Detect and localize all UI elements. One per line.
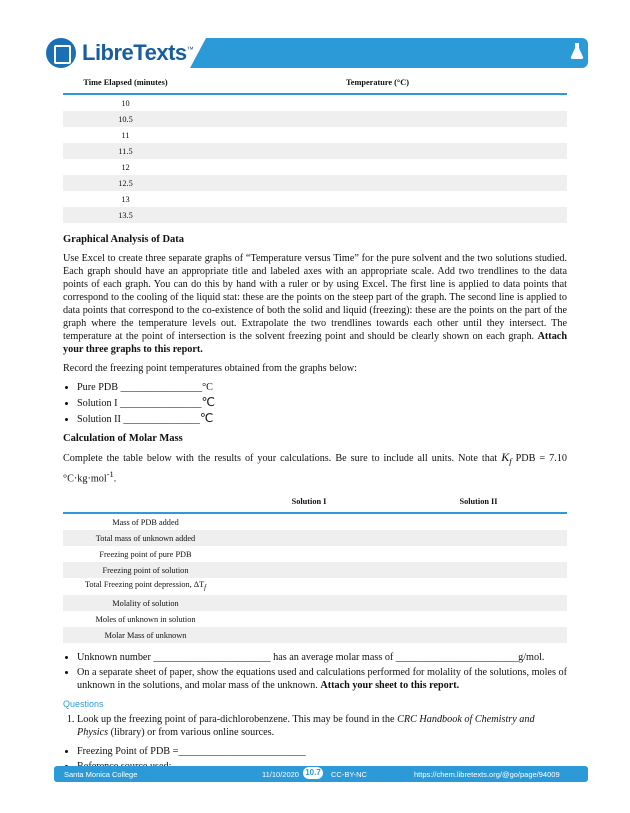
freezing-point-list xyxy=(63,381,567,426)
page-footer xyxy=(54,766,588,782)
kf-symbol: K xyxy=(501,450,510,464)
table-header: Time Elapsed (minutes) xyxy=(63,72,188,94)
row-label: Molar Mass of unknown xyxy=(63,627,228,643)
time-cell: 10.5 xyxy=(63,111,188,127)
logo-text: LibreTexts xyxy=(82,40,187,65)
row-label: Molality of solution xyxy=(63,595,228,611)
row-label: Freezing point of pure PDB xyxy=(99,549,192,559)
time-cell: 12 xyxy=(121,162,130,172)
page-number: 10.7 xyxy=(303,767,323,779)
record-instructions: Record the freezing point temperatures obtained from the graphs below: xyxy=(63,363,357,374)
graph-section-title: Graphical Analysis of Data xyxy=(63,234,185,245)
subject-banner xyxy=(190,38,588,68)
footer-license: CC-BY-NC xyxy=(331,770,367,779)
temp-cell xyxy=(188,175,567,191)
temp-cell xyxy=(188,191,567,207)
questions-list xyxy=(63,713,567,739)
temp-cell xyxy=(188,159,567,175)
time-cell: 11.5 xyxy=(63,143,188,159)
list-item: • Freezing Point of PDB =_________________________ xyxy=(77,745,567,758)
list-item: • Solution II _______________℃ xyxy=(77,412,567,426)
table-header xyxy=(63,491,228,513)
temp-cell xyxy=(188,207,567,223)
questions-label: Questions xyxy=(63,699,104,710)
footer-url[interactable]: https://chem.libretexts.org/@go/page/94009 xyxy=(414,770,560,779)
row-label: Freezing point of solution xyxy=(63,562,228,578)
table-header: Solution II xyxy=(390,491,567,513)
time-cell: 12.5 xyxy=(63,175,188,191)
time-cell: 11 xyxy=(121,130,130,140)
subject-label[interactable]: CHEMISTRY xyxy=(501,8,570,20)
temp-cell xyxy=(188,127,567,143)
molar-section-title: Calculation of Molar Mass xyxy=(63,433,183,444)
list-item: • Solution I ________________℃ xyxy=(77,396,567,410)
libretexts-logo[interactable] xyxy=(46,38,193,68)
trademark: ™ xyxy=(186,46,194,54)
flask-icon xyxy=(570,42,584,60)
time-temperature-table xyxy=(63,72,567,223)
row-label: Total Freezing point depression, $\Delta T_f$ xyxy=(84,580,207,593)
footer-date: 11/10/2020 xyxy=(262,770,299,779)
results-list xyxy=(63,651,567,692)
table-header: Solution I xyxy=(228,491,390,513)
time-cell: 10 xyxy=(121,98,130,108)
row-label: Moles of unknown in solution xyxy=(95,614,196,624)
list-item: • Pure PDB ________________°C xyxy=(77,381,567,394)
libretexts-logo-icon xyxy=(46,38,76,68)
graph-instructions xyxy=(63,252,567,356)
row-label: Total mass of unknown added xyxy=(63,530,228,546)
page-header xyxy=(0,0,630,70)
list-item: • On a separate sheet of paper, show the equations used and calculations performed for molality of the solutions, moles of unknown in the solutions, and molar mass of the unknown. Attach your sheet to this report. xyxy=(77,666,567,692)
graph-text: Use Excel to create three separate graphs of “Temperature versus Time” for the pure solvent and the two solutions studied. Each graph should have an appropriate title and labeled axes with an appropriate scale. Add two trendlines to the data points of each graph. You can do this by hand with a ruler or by using Excel. The first line is applied to data points that correspond to the cooling of the liquid stat: these are the points on the steep part of the graph. The second line is applied to data points that correspond to the co-existence of both the solid and liquid (freezing): these are the points on the part of the graph where the temperature levels out. Extrapolate the two trendlines towards each other until they intersect. The temperature at the point of intersection is the solvent freezing point and should be clearly shown on each graph. xyxy=(63,253,567,342)
time-cell: 13.5 xyxy=(63,207,188,223)
temp-cell xyxy=(188,94,567,111)
list-item: • Unknown number _______________________ has an average molar mass of ________________________g/mol. xyxy=(77,651,567,664)
molar-mass-table xyxy=(63,491,567,643)
table-header: Temperature (°C) xyxy=(188,72,567,94)
question-item: 1. Look up the freezing point of para-dichlorobenzene. This may be found in the CRC Handbook of Chemistry and Physics (library) or from various online sources. xyxy=(77,713,567,739)
row-label: Mass of PDB added xyxy=(112,517,179,527)
temp-cell xyxy=(188,143,567,159)
time-cell: 13 xyxy=(121,194,130,204)
molar-instructions: Complete the table below with the results of your calculations. Be sure to include all units. Note that $K_f$ PDB = 7.10 °C·kg·mol$^{-1}$. xyxy=(63,450,568,485)
temp-cell xyxy=(188,111,567,127)
footer-college: Santa Monica College xyxy=(64,770,138,779)
graph-attach-note: Attach your three graphs to this report. xyxy=(63,331,567,355)
